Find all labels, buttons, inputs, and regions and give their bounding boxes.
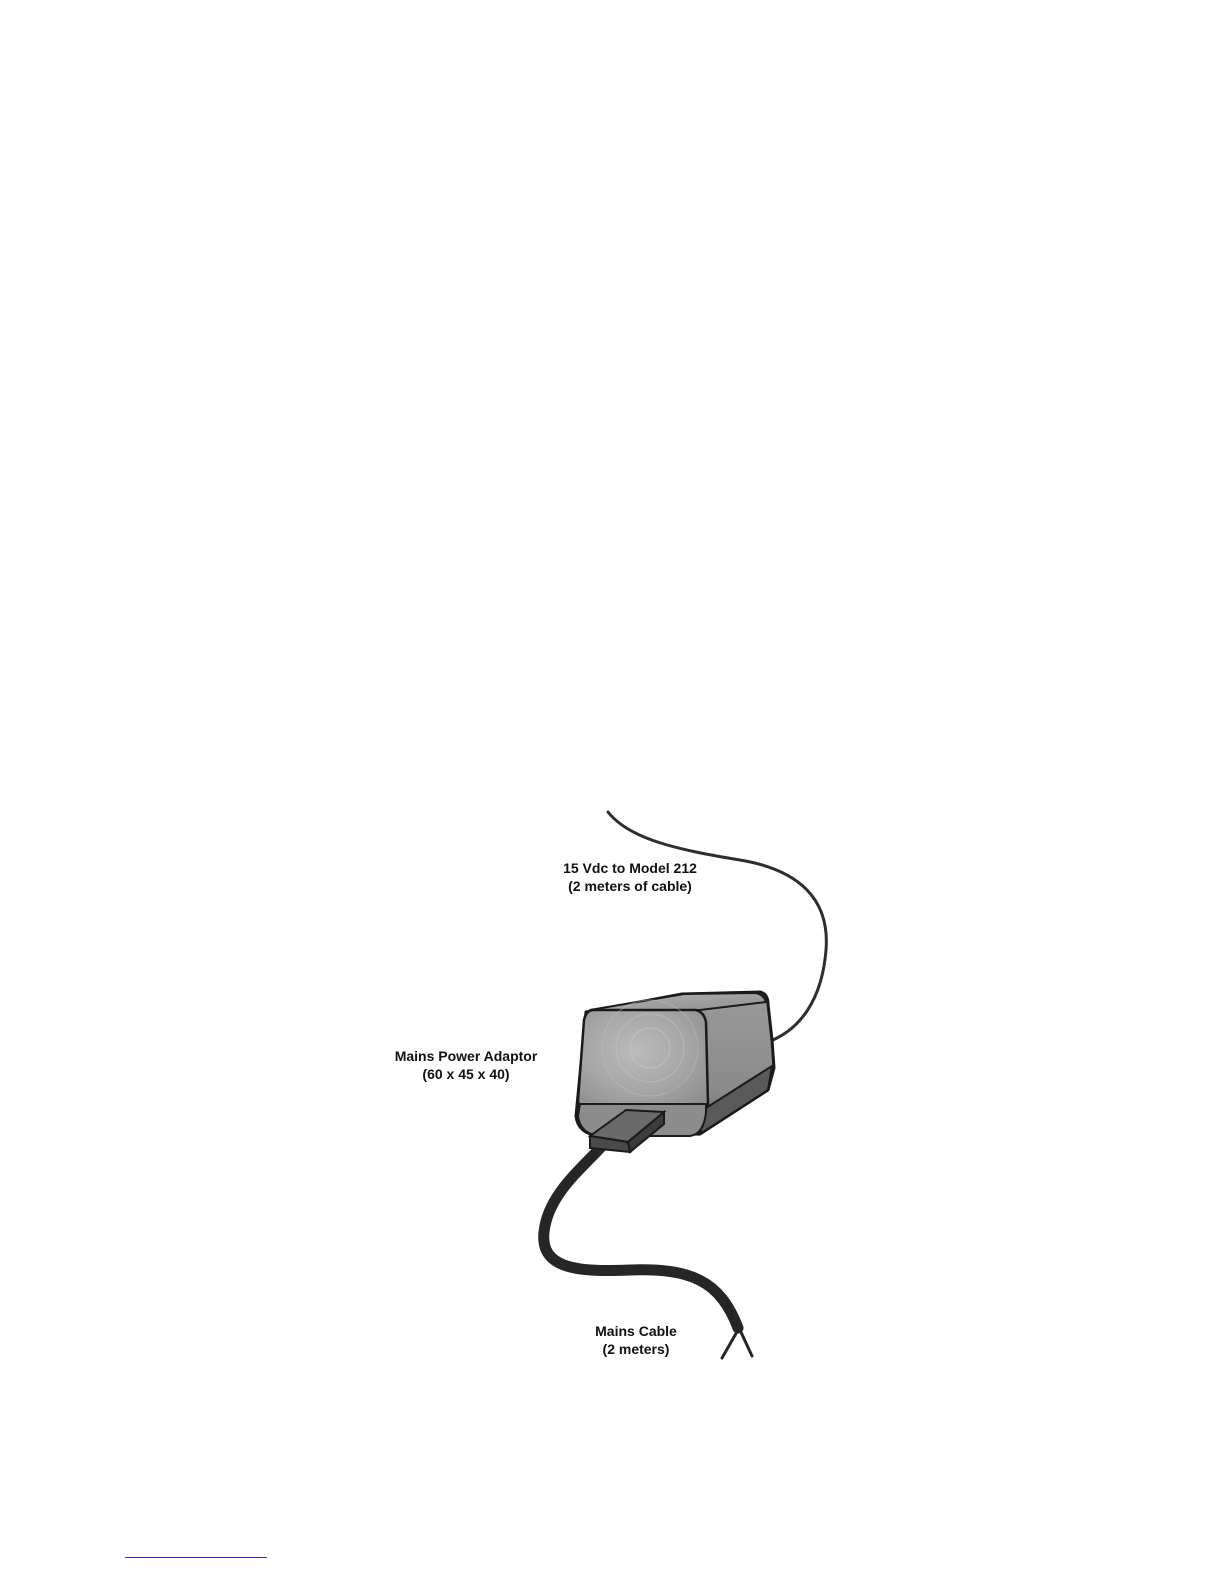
footnote-separator: [125, 1557, 267, 1558]
dc-output-label-line1: 15 Vdc to Model 212: [563, 860, 697, 876]
mains-cable-icon: [544, 1144, 738, 1328]
mains-wire-ends: [722, 1330, 752, 1358]
dc-output-label-line2: (2 meters of cable): [568, 878, 692, 894]
mains-cable-label-line2: (2 meters): [602, 1341, 670, 1357]
mains-cable-label-line1: Mains Cable: [595, 1323, 677, 1339]
power-adaptor-icon: [576, 992, 774, 1136]
adaptor-label-line1: Mains Power Adaptor: [394, 1048, 538, 1064]
mains-cable-label: [595, 1322, 677, 1358]
adaptor-label: [395, 1047, 538, 1083]
adaptor-label-line2: (60 x 45 x 40): [422, 1066, 510, 1082]
dc-output-label: [563, 859, 697, 895]
